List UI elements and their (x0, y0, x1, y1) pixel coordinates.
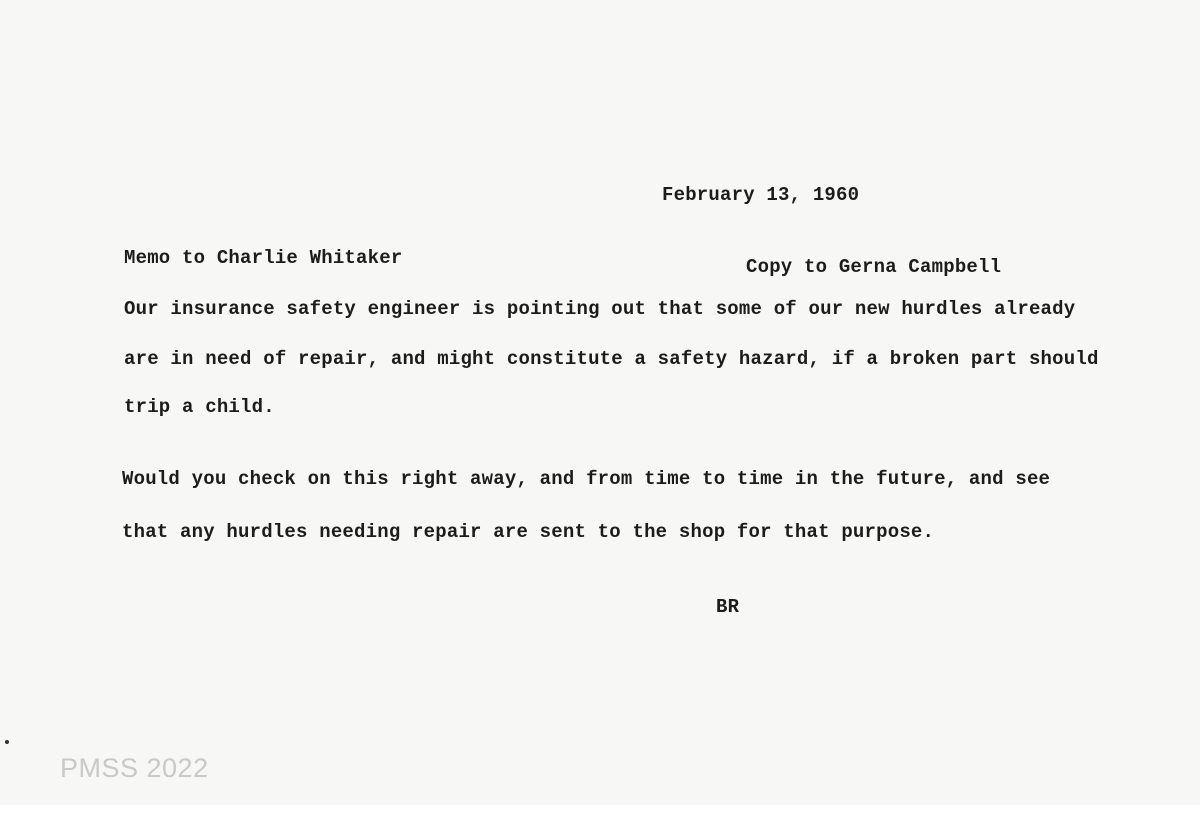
ink-speck (5, 740, 9, 744)
paragraph-line: Would you check on this right away, and from time to time in the future, and see (122, 468, 1051, 490)
memo-copy-to: Copy to Gerna Campbell (746, 256, 1002, 278)
paragraph-line: that any hurdles needing repair are sent to the shop for that purpose. (122, 521, 935, 543)
watermark: PMSS 2022 (60, 753, 209, 783)
memo-recipient: Memo to Charlie Whitaker (124, 247, 403, 269)
paragraph-line: Our insurance safety engineer is pointing out that some of our new hurdles already (124, 298, 1076, 320)
bottom-margin (0, 805, 1200, 822)
memo-date: February 13, 1960 (662, 184, 860, 206)
paragraph-line: trip a child. (124, 396, 275, 418)
paragraph-line: are in need of repair, and might constitute a safety hazard, if a broken part should (124, 348, 1099, 370)
memo-initials: BR (716, 596, 740, 618)
